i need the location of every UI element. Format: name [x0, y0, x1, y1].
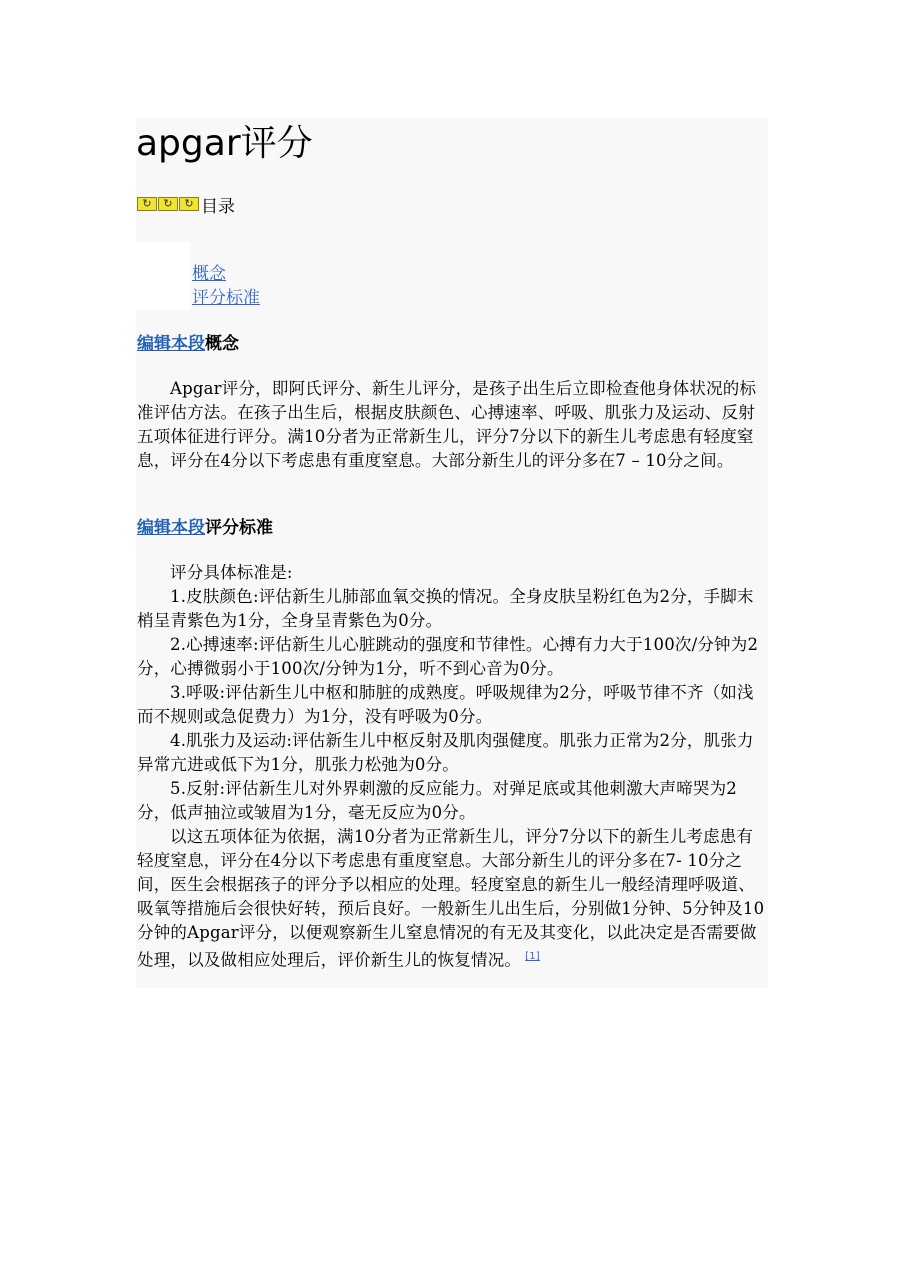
section-title: 概念	[205, 334, 239, 354]
toc-toggle-icon[interactable]: ↻	[137, 197, 157, 211]
edit-section-link[interactable]: 编辑本段	[137, 334, 205, 354]
toc-indent-box	[136, 242, 190, 310]
paragraph: 3.呼吸:评估新生儿中枢和肺脏的成熟度。呼吸规律为2分，呼吸节律不齐（如浅而不规则或急促费力）为1分，没有呼吸为0分。	[137, 683, 754, 726]
edit-section-link[interactable]: 编辑本段	[137, 518, 205, 538]
section-heading-criteria	[137, 516, 273, 540]
paragraph: 评分具体标准是:	[170, 563, 293, 582]
toc-item	[192, 262, 260, 286]
paragraph: 5.反射:评估新生儿对外界刺激的反应能力。对弹足底或其他刺激大声啼哭为2分，低声抽泣或皱眉为1分，毫无反应为0分。	[137, 779, 737, 822]
paragraph: 1.皮肤颜色:评估新生儿肺部血氧交换的情况。全身皮肤呈粉红色为2分，手脚末梢呈青紫色为1分，全身呈青紫色为0分。	[137, 587, 754, 630]
toc-label: 目录	[201, 196, 235, 217]
toc-header	[137, 193, 235, 215]
toc-toggle-icon[interactable]: ↻	[179, 197, 199, 211]
toc-icon-group[interactable]	[137, 197, 199, 211]
toc-link-concept[interactable]: 概念	[192, 264, 226, 284]
toc-list	[192, 262, 260, 310]
section-body-criteria	[137, 561, 769, 973]
paragraph: 2.心搏速率:评估新生儿心脏跳动的强度和节律性。心搏有力大于100次/分钟为2分，心搏微弱小于100次/分钟为1分，听不到心音为0分。	[137, 635, 759, 678]
section-title: 评分标准	[205, 518, 273, 538]
page-title: apgar评分	[136, 123, 313, 164]
toc-toggle-icon[interactable]: ↻	[158, 197, 178, 211]
paragraph-last	[137, 825, 769, 973]
toc-item	[192, 286, 260, 310]
paragraph-text: 以这五项体征为依据，满10分者为正常新生儿，评分7分以下的新生儿考虑患有轻度窒息，评分在4分以下考虑患有重度窒息。大部分新生儿的评分多在7- 10分之间，医生会根据孩子的评分予以相应的处理。轻度窒息的新生儿一般经清理呼吸道、吸氧等措施后会很快好转，预后良好。一般新生儿出生后，分别做1分钟、5分钟及10分钟的Apgar评分，以便观察新生儿窒息情况的有无及其变化，以此决定是否需要做处理，以及做相应处理后，评价新生儿的恢复情况。	[137, 827, 765, 970]
paragraph: 4.肌张力及运动:评估新生儿中枢反射及肌肉强健度。肌张力正常为2分，肌张力异常亢进或低下为1分，肌张力松弛为0分。	[137, 731, 754, 774]
section-body-concept	[137, 377, 769, 473]
section-heading-concept	[137, 332, 239, 356]
paragraph: Apgar评分，即阿氏评分、新生儿评分，是孩子出生后立即检查他身体状况的标准评估方法。在孩子出生后，根据皮肤颜色、心搏速率、呼吸、肌张力及运动、反射五项体征进行评分。满10分者为正常新生儿，评分7分以下的新生儿考虑患有轻度窒息，评分在4分以下考虑患有重度窒息。大部分新生儿的评分多在7 – 10分之间。	[137, 379, 757, 470]
toc-link-criteria[interactable]: 评分标准	[192, 288, 260, 308]
reference-link[interactable]: [1]	[525, 951, 540, 962]
